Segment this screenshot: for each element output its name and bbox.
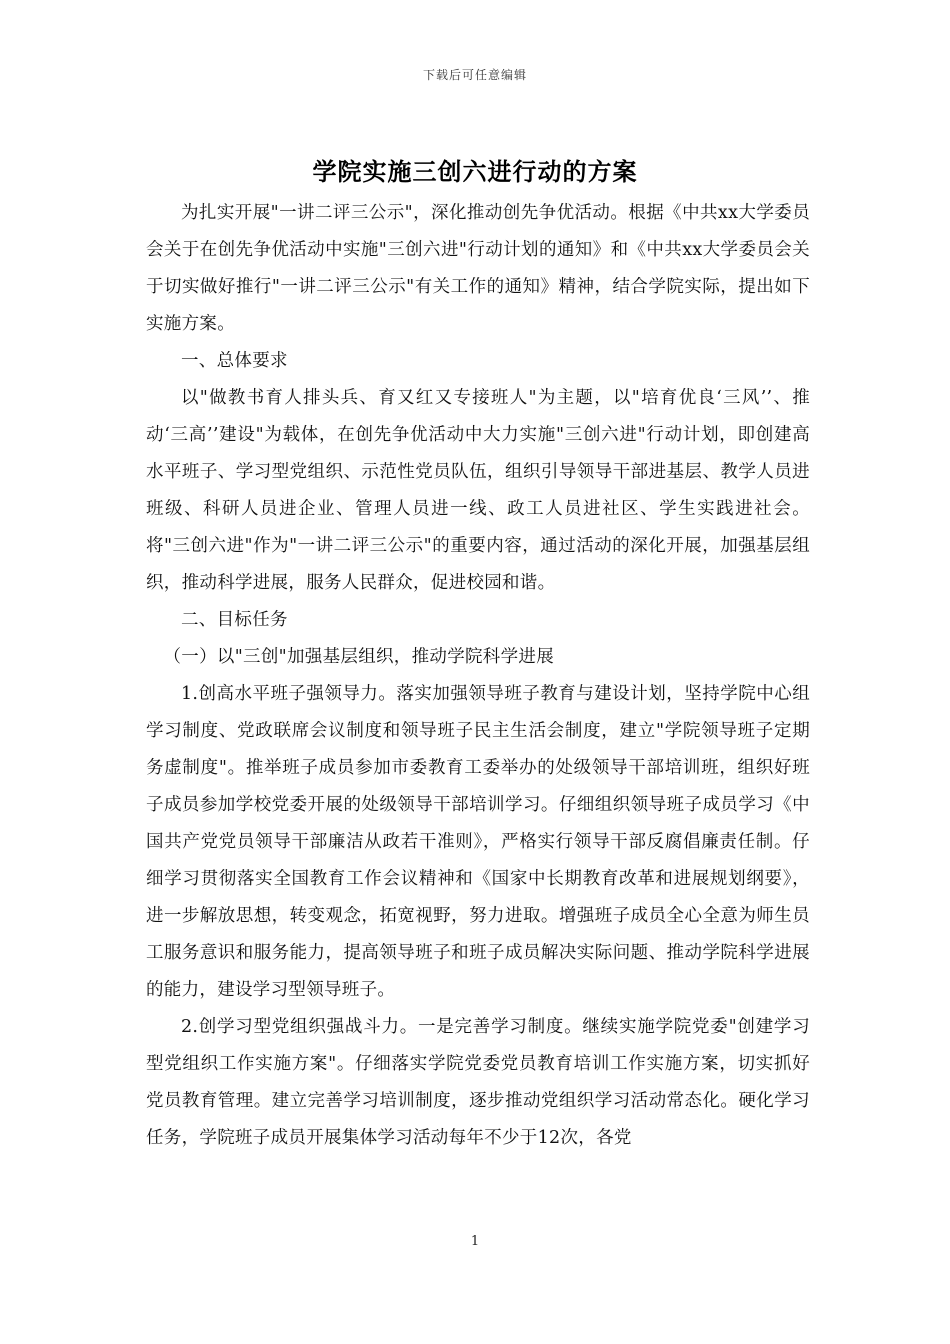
intro-paragraph: 为扎实开展"一讲二评三公示"，深化推动创先争优活动。根据《中共xx大学委员会关于在创先争优活动中实施"三创六进"行动计划的通知》和《中共xx大学委员会关于切实做好推行"一讲二评三公示"有关工作的通知》精神，结合学院实际，提出如下实施方案。: [146, 203, 810, 334]
item-1-paragraph: 1.创高水平班子强领导力。落实加强领导班子教育与建设计划，坚持学院中心组学习制度、党政联席会议制度和领导班子民主生活会制度，建立"学院领导班子定期务虚制度"。推举班子成员参加市委教育工委举办的处级领导干部培训班，组织好班子成员参加学校党委开展的处级领导干部培训学习。仔细组织领导班子成员学习《中国共产党党员领导干部廉洁从政若干准则》，严格实行领导干部反腐倡廉责任制。仔细学习贯彻落实全国教育工作会议精神和《国家中长期教育改革和进展规划纲要》，进一步解放思想，转变观念，拓宽视野，努力进取。增强班子成员全心全意为师生员工服务意识和服务能力，提高领导班子和班子成员解决实际问题、推动学院科学进展的能力，建设学习型领导班子。: [146, 684, 810, 1000]
document-body: [146, 195, 810, 1157]
section-heading-objectives: 二、目标任务: [181, 610, 288, 630]
section-heading-overall-requirements: 一、总体要求: [181, 351, 288, 371]
subsection-heading-1: （一）以"三创"加强基层组织，推动学院科学进展: [163, 647, 554, 667]
page-number: 1: [470, 1234, 480, 1249]
document-title: 学院实施三创六进行动的方案: [312, 157, 638, 186]
item-2-paragraph: 2.创学习型党组织强战斗力。一是完善学习制度。继续实施学院党委"创建学习型党组织工作实施方案"。仔细落实学院党委党员教育培训工作实施方案，切实抓好党员教育管理。建立完善学习培训制度，逐步推动党组织学习活动常态化。硬化学习任务，学院班子成员开展集体学习活动每年不少于12次，各党: [146, 1017, 810, 1148]
overall-requirements-paragraph: 以"做教书育人排头兵、育又红又专接班人"为主题，以"培育优良‘三风’’、推动‘三高’’建设"为载体，在创先争优活动中大力实施"三创六进"行动计划，即创建高水平班子、学习型党组织、示范性党员队伍，组织引导领导干部进基层、教学人员进班级、科研人员进企业、管理人员进一线、政工人员进社区、学生实践进社会。将"三创六进"作为"一讲二评三公示"的重要内容，通过活动的深化开展，加强基层组织，推动科学进展，服务人民群众，促进校园和谐。: [146, 388, 810, 593]
header-note: 下载后可任意编辑: [422, 68, 527, 82]
